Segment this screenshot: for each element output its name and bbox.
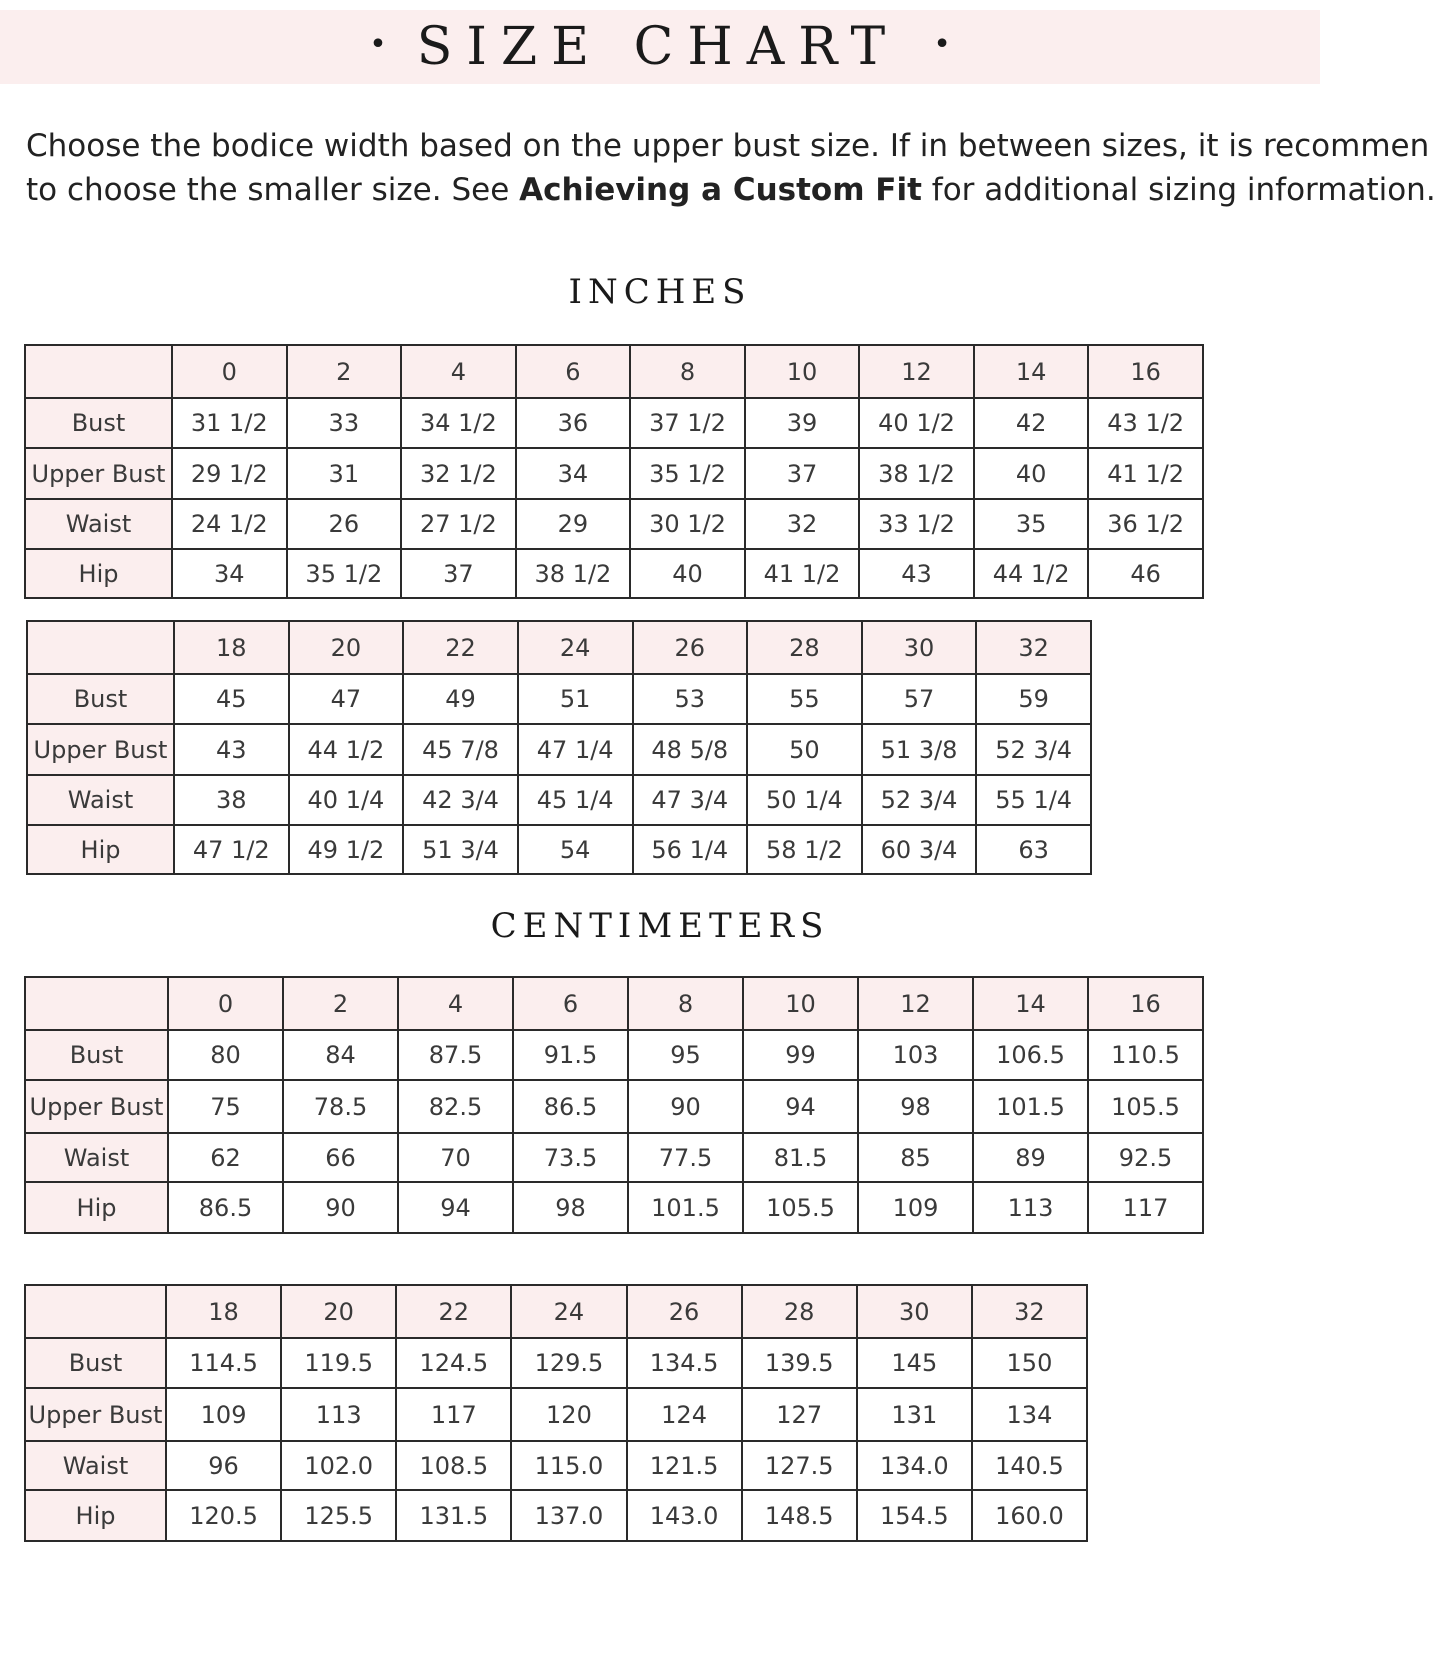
measurement-label: Bust bbox=[25, 1030, 168, 1080]
measurement-value: 62 bbox=[168, 1133, 283, 1182]
measurement-value: 50 bbox=[747, 724, 862, 775]
measurement-label: Bust bbox=[25, 1338, 166, 1388]
measurement-value: 41 1/2 bbox=[745, 549, 860, 598]
measurement-value: 55 1/4 bbox=[976, 775, 1091, 825]
measurement-row bbox=[25, 448, 1203, 499]
size-header-cell: 28 bbox=[747, 621, 862, 674]
measurement-value: 90 bbox=[628, 1080, 743, 1133]
measurement-value: 134 bbox=[972, 1388, 1087, 1441]
measurement-value: 47 1/4 bbox=[518, 724, 633, 775]
measurement-row bbox=[27, 724, 1091, 775]
measurement-value: 35 1/2 bbox=[630, 448, 745, 499]
measurement-value: 98 bbox=[513, 1182, 628, 1233]
measurement-row bbox=[27, 674, 1091, 724]
measurement-value: 160.0 bbox=[972, 1490, 1087, 1541]
measurement-value: 131.5 bbox=[396, 1490, 511, 1541]
measurement-label: Upper Bust bbox=[25, 1080, 168, 1133]
measurement-value: 40 1/2 bbox=[859, 398, 974, 448]
measurement-label: Upper Bust bbox=[25, 1388, 166, 1441]
measurement-row bbox=[27, 825, 1091, 874]
measurement-value: 39 bbox=[745, 398, 860, 448]
measurement-value: 32 bbox=[745, 499, 860, 549]
measurement-value: 137.0 bbox=[511, 1490, 626, 1541]
size-header-cell: 0 bbox=[168, 977, 283, 1030]
measurement-value: 117 bbox=[1088, 1182, 1203, 1233]
measurement-value: 38 1/2 bbox=[516, 549, 631, 598]
measurement-value: 109 bbox=[858, 1182, 973, 1233]
measurement-row bbox=[25, 499, 1203, 549]
measurement-value: 58 1/2 bbox=[747, 825, 862, 874]
measurement-value: 113 bbox=[281, 1388, 396, 1441]
size-header-cell: 22 bbox=[396, 1285, 511, 1338]
measurement-value: 91.5 bbox=[513, 1030, 628, 1080]
size-header-row bbox=[25, 345, 1203, 398]
measurement-value: 41 1/2 bbox=[1088, 448, 1203, 499]
measurement-value: 115.0 bbox=[511, 1441, 626, 1490]
measurement-value: 134.0 bbox=[857, 1441, 972, 1490]
measurement-value: 114.5 bbox=[166, 1338, 281, 1388]
measurement-value: 121.5 bbox=[627, 1441, 742, 1490]
measurement-value: 108.5 bbox=[396, 1441, 511, 1490]
measurement-value: 37 bbox=[745, 448, 860, 499]
size-header-cell: 30 bbox=[857, 1285, 972, 1338]
measurement-label: Waist bbox=[27, 775, 174, 825]
measurement-value: 42 bbox=[974, 398, 1089, 448]
measurement-label: Hip bbox=[27, 825, 174, 874]
size-header-cell: 14 bbox=[973, 977, 1088, 1030]
measurement-value: 46 bbox=[1088, 549, 1203, 598]
measurement-value: 52 3/4 bbox=[976, 724, 1091, 775]
size-header-cell: 6 bbox=[513, 977, 628, 1030]
measurement-value: 148.5 bbox=[742, 1490, 857, 1541]
measurement-value: 40 bbox=[974, 448, 1089, 499]
measurement-value: 120.5 bbox=[166, 1490, 281, 1541]
measurement-value: 35 bbox=[974, 499, 1089, 549]
size-header-cell: 8 bbox=[628, 977, 743, 1030]
measurement-row bbox=[25, 1338, 1087, 1388]
measurement-value: 36 bbox=[516, 398, 631, 448]
size-header-cell: 12 bbox=[859, 345, 974, 398]
measurement-value: 42 3/4 bbox=[403, 775, 518, 825]
measurement-value: 55 bbox=[747, 674, 862, 724]
measurement-value: 37 1/2 bbox=[630, 398, 745, 448]
measurement-value: 45 bbox=[174, 674, 289, 724]
measurement-value: 154.5 bbox=[857, 1490, 972, 1541]
size-header-cell: 26 bbox=[627, 1285, 742, 1338]
size-header-cell: 4 bbox=[398, 977, 513, 1030]
measurement-value: 29 1/2 bbox=[172, 448, 287, 499]
measurement-value: 124.5 bbox=[396, 1338, 511, 1388]
size-header-cell: 6 bbox=[516, 345, 631, 398]
size-header-cell: 30 bbox=[862, 621, 977, 674]
measurement-value: 47 1/2 bbox=[174, 825, 289, 874]
measurement-value: 52 3/4 bbox=[862, 775, 977, 825]
measurement-value: 54 bbox=[518, 825, 633, 874]
measurement-label: Hip bbox=[25, 1490, 166, 1541]
intro-line-2-end: for additional sizing information. bbox=[921, 172, 1436, 208]
header-corner-cell bbox=[27, 621, 174, 674]
measurement-value: 95 bbox=[628, 1030, 743, 1080]
intro-paragraph bbox=[26, 124, 1436, 212]
page-title: SIZE CHART bbox=[416, 17, 900, 77]
size-header-cell: 10 bbox=[745, 345, 860, 398]
title-banner bbox=[0, 10, 1320, 84]
measurement-value: 59 bbox=[976, 674, 1091, 724]
size-header-cell: 16 bbox=[1088, 345, 1203, 398]
size-header-cell: 24 bbox=[518, 621, 633, 674]
measurement-value: 56 1/4 bbox=[633, 825, 748, 874]
measurement-value: 84 bbox=[283, 1030, 398, 1080]
title-bullet-left: • bbox=[369, 26, 387, 62]
measurement-row bbox=[25, 1030, 1203, 1080]
measurement-value: 87.5 bbox=[398, 1030, 513, 1080]
measurement-value: 134.5 bbox=[627, 1338, 742, 1388]
measurement-value: 101.5 bbox=[628, 1182, 743, 1233]
size-header-cell: 0 bbox=[172, 345, 287, 398]
measurement-value: 120 bbox=[511, 1388, 626, 1441]
measurement-value: 101.5 bbox=[973, 1080, 1088, 1133]
measurement-value: 77.5 bbox=[628, 1133, 743, 1182]
measurement-value: 119.5 bbox=[281, 1338, 396, 1388]
centimeters-heading: CENTIMETERS bbox=[490, 906, 830, 946]
size-header-cell: 14 bbox=[974, 345, 1089, 398]
measurement-value: 33 1/2 bbox=[859, 499, 974, 549]
intro-line-2-start: to choose the smaller size. See bbox=[26, 172, 520, 208]
measurement-value: 86.5 bbox=[168, 1182, 283, 1233]
measurement-value: 94 bbox=[743, 1080, 858, 1133]
size-header-cell: 2 bbox=[287, 345, 402, 398]
measurement-value: 106.5 bbox=[973, 1030, 1088, 1080]
intro-line-1: Choose the bodice width based on the upper bust size. If in between sizes, it is recommen bbox=[26, 128, 1430, 164]
measurement-value: 45 1/4 bbox=[518, 775, 633, 825]
size-header-row bbox=[27, 621, 1091, 674]
measurement-label: Waist bbox=[25, 1133, 168, 1182]
measurement-value: 150 bbox=[972, 1338, 1087, 1388]
header-corner-cell bbox=[25, 345, 172, 398]
size-header-cell: 28 bbox=[742, 1285, 857, 1338]
measurement-value: 75 bbox=[168, 1080, 283, 1133]
measurement-value: 92.5 bbox=[1088, 1133, 1203, 1182]
measurement-value: 85 bbox=[858, 1133, 973, 1182]
measurement-value: 24 1/2 bbox=[172, 499, 287, 549]
measurement-value: 117 bbox=[396, 1388, 511, 1441]
measurement-value: 35 1/2 bbox=[287, 549, 402, 598]
measurement-value: 32 1/2 bbox=[401, 448, 516, 499]
measurement-value: 78.5 bbox=[283, 1080, 398, 1133]
measurement-value: 105.5 bbox=[1088, 1080, 1203, 1133]
measurement-label: Hip bbox=[25, 549, 172, 598]
measurement-value: 90 bbox=[283, 1182, 398, 1233]
measurement-value: 31 bbox=[287, 448, 402, 499]
measurement-value: 31 1/2 bbox=[172, 398, 287, 448]
measurement-value: 45 7/8 bbox=[403, 724, 518, 775]
measurement-row bbox=[25, 1133, 1203, 1182]
measurement-value: 43 1/2 bbox=[1088, 398, 1203, 448]
measurement-value: 140.5 bbox=[972, 1441, 1087, 1490]
measurement-row bbox=[25, 1490, 1087, 1541]
measurement-value: 89 bbox=[973, 1133, 1088, 1182]
measurement-value: 57 bbox=[862, 674, 977, 724]
measurement-value: 99 bbox=[743, 1030, 858, 1080]
measurement-value: 66 bbox=[283, 1133, 398, 1182]
inches-table-sizes-18-32 bbox=[26, 620, 1092, 875]
measurement-value: 113 bbox=[973, 1182, 1088, 1233]
size-header-row bbox=[25, 1285, 1087, 1338]
measurement-label: Upper Bust bbox=[25, 448, 172, 499]
header-corner-cell bbox=[25, 977, 168, 1030]
measurement-value: 82.5 bbox=[398, 1080, 513, 1133]
measurement-value: 30 1/2 bbox=[630, 499, 745, 549]
measurement-value: 110.5 bbox=[1088, 1030, 1203, 1080]
measurement-value: 51 bbox=[518, 674, 633, 724]
measurement-value: 103 bbox=[858, 1030, 973, 1080]
measurement-value: 53 bbox=[633, 674, 748, 724]
measurement-value: 129.5 bbox=[511, 1338, 626, 1388]
measurement-value: 80 bbox=[168, 1030, 283, 1080]
measurement-value: 43 bbox=[174, 724, 289, 775]
measurement-value: 40 bbox=[630, 549, 745, 598]
measurement-value: 102.0 bbox=[281, 1441, 396, 1490]
measurement-value: 47 bbox=[289, 674, 404, 724]
size-header-cell: 24 bbox=[511, 1285, 626, 1338]
measurement-value: 131 bbox=[857, 1388, 972, 1441]
measurement-value: 63 bbox=[976, 825, 1091, 874]
centimeters-table-sizes-18-32 bbox=[24, 1284, 1088, 1542]
size-header-cell: 32 bbox=[972, 1285, 1087, 1338]
measurement-value: 51 3/8 bbox=[862, 724, 977, 775]
measurement-value: 127.5 bbox=[742, 1441, 857, 1490]
measurement-row bbox=[25, 1080, 1203, 1133]
measurement-value: 49 bbox=[403, 674, 518, 724]
measurement-value: 51 3/4 bbox=[403, 825, 518, 874]
size-header-cell: 26 bbox=[633, 621, 748, 674]
header-corner-cell bbox=[25, 1285, 166, 1338]
measurement-label: Waist bbox=[25, 499, 172, 549]
measurement-value: 94 bbox=[398, 1182, 513, 1233]
measurement-value: 29 bbox=[516, 499, 631, 549]
measurement-value: 49 1/2 bbox=[289, 825, 404, 874]
measurement-value: 37 bbox=[401, 549, 516, 598]
size-header-cell: 18 bbox=[166, 1285, 281, 1338]
measurement-value: 27 1/2 bbox=[401, 499, 516, 549]
measurement-value: 44 1/2 bbox=[289, 724, 404, 775]
measurement-row bbox=[25, 1182, 1203, 1233]
size-header-cell: 8 bbox=[630, 345, 745, 398]
measurement-value: 143.0 bbox=[627, 1490, 742, 1541]
measurement-value: 34 bbox=[172, 549, 287, 598]
measurement-label: Bust bbox=[27, 674, 174, 724]
measurement-value: 109 bbox=[166, 1388, 281, 1441]
measurement-value: 86.5 bbox=[513, 1080, 628, 1133]
measurement-value: 98 bbox=[858, 1080, 973, 1133]
measurement-value: 127 bbox=[742, 1388, 857, 1441]
measurement-label: Waist bbox=[25, 1441, 166, 1490]
measurement-value: 124 bbox=[627, 1388, 742, 1441]
custom-fit-reference: Achieving a Custom Fit bbox=[519, 172, 922, 208]
measurement-row bbox=[25, 1388, 1087, 1441]
measurement-label: Upper Bust bbox=[27, 724, 174, 775]
measurement-value: 38 bbox=[174, 775, 289, 825]
size-header-cell: 20 bbox=[289, 621, 404, 674]
measurement-value: 47 3/4 bbox=[633, 775, 748, 825]
measurement-value: 36 1/2 bbox=[1088, 499, 1203, 549]
size-header-row bbox=[25, 977, 1203, 1030]
title-bullet-right: • bbox=[933, 26, 951, 62]
size-header-cell: 4 bbox=[401, 345, 516, 398]
centimeters-table-sizes-0-16 bbox=[24, 976, 1204, 1234]
measurement-value: 48 5/8 bbox=[633, 724, 748, 775]
measurement-value: 43 bbox=[859, 549, 974, 598]
size-header-cell: 18 bbox=[174, 621, 289, 674]
measurement-value: 105.5 bbox=[743, 1182, 858, 1233]
measurement-label: Bust bbox=[25, 398, 172, 448]
measurement-value: 50 1/4 bbox=[747, 775, 862, 825]
measurement-value: 33 bbox=[287, 398, 402, 448]
size-header-cell: 22 bbox=[403, 621, 518, 674]
measurement-value: 73.5 bbox=[513, 1133, 628, 1182]
size-header-cell: 2 bbox=[283, 977, 398, 1030]
measurement-value: 70 bbox=[398, 1133, 513, 1182]
measurement-value: 81.5 bbox=[743, 1133, 858, 1182]
measurement-value: 60 3/4 bbox=[862, 825, 977, 874]
measurement-value: 34 1/2 bbox=[401, 398, 516, 448]
intro-line-2 bbox=[26, 168, 1436, 212]
measurement-row bbox=[25, 398, 1203, 448]
size-header-cell: 10 bbox=[743, 977, 858, 1030]
measurement-value: 125.5 bbox=[281, 1490, 396, 1541]
size-header-cell: 32 bbox=[976, 621, 1091, 674]
inches-table-sizes-0-16 bbox=[24, 344, 1204, 599]
measurement-value: 38 1/2 bbox=[859, 448, 974, 499]
measurement-row bbox=[25, 1441, 1087, 1490]
measurement-value: 26 bbox=[287, 499, 402, 549]
measurement-row bbox=[25, 549, 1203, 598]
measurement-value: 34 bbox=[516, 448, 631, 499]
measurement-label: Hip bbox=[25, 1182, 168, 1233]
measurement-row bbox=[27, 775, 1091, 825]
measurement-value: 44 1/2 bbox=[974, 549, 1089, 598]
measurement-value: 40 1/4 bbox=[289, 775, 404, 825]
measurement-value: 139.5 bbox=[742, 1338, 857, 1388]
inches-heading: INCHES bbox=[568, 272, 752, 312]
size-header-cell: 20 bbox=[281, 1285, 396, 1338]
size-header-cell: 16 bbox=[1088, 977, 1203, 1030]
size-header-cell: 12 bbox=[858, 977, 973, 1030]
measurement-value: 96 bbox=[166, 1441, 281, 1490]
measurement-value: 145 bbox=[857, 1338, 972, 1388]
